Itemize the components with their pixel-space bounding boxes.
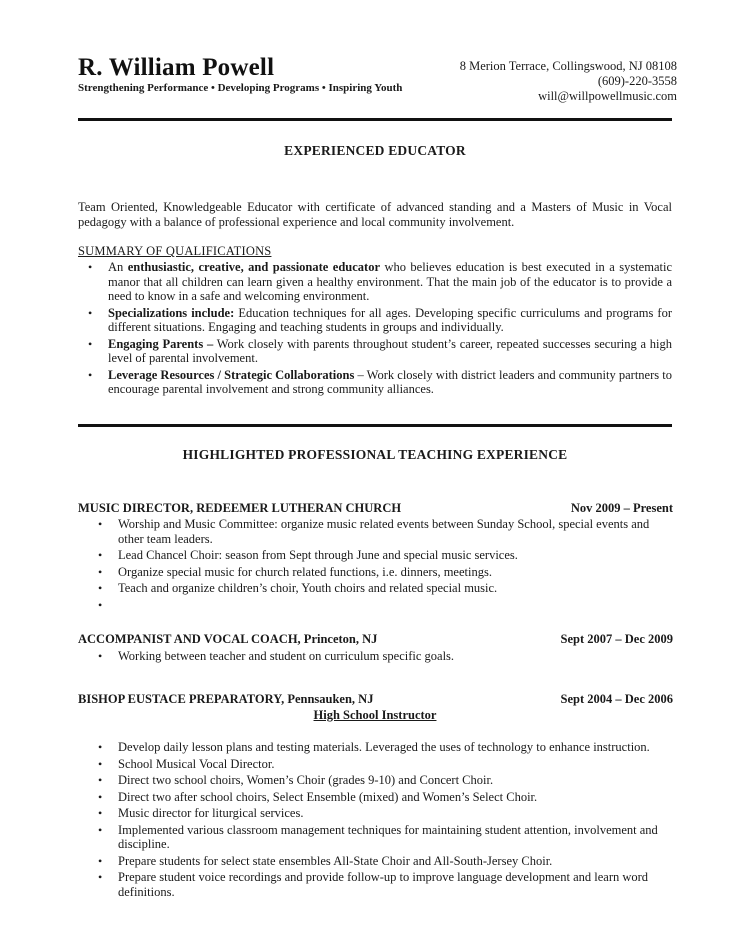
qual-bold: Specializations include: — [108, 305, 235, 320]
qual-bold: Leverage Resources / Strategic Collaborations — [108, 367, 355, 382]
job-dates-bishop-eustace: Sept 2004 – Dec 2006 — [560, 692, 673, 706]
bullet-text: Worship and Music Committee: organize music related events between Sunday School, special events and other team leaders. — [118, 517, 650, 546]
section-divider — [78, 424, 672, 427]
section-heading-experienced-educator: EXPERIENCED EDUCATOR — [284, 143, 466, 158]
bullet-icon: • — [88, 336, 93, 351]
resume-tagline: Strengthening Performance • Developing Programs • Inspiring Youth — [78, 82, 403, 94]
list-item — [78, 260, 672, 304]
list-item — [78, 368, 672, 397]
contact-email[interactable]: will@willpowellmusic.com — [538, 89, 677, 103]
qual-text: – Work closely with district leaders and community partners to encourage parental involvement and strong community alliances. — [108, 367, 672, 396]
summary-title: SUMMARY OF QUALIFICATIONS — [78, 244, 272, 258]
job-bullets-bishop-eustace — [88, 740, 672, 901]
list-item — [88, 548, 672, 563]
qual-bold: Engaging Parents – — [108, 336, 214, 351]
list-item — [88, 649, 672, 664]
profile-paragraph: Team Oriented, Knowledgeable Educator with certificate of advanced standing and a Masters of Music in Vocal pedagogy with a balance of professional experience and local community involvement. — [78, 200, 672, 229]
bullet-icon: • — [98, 870, 103, 884]
qual-text: Education techniques for all ages. Developing specific curriculums and programs for different situations. Engaging and teaching students in groups and individually. — [108, 305, 673, 334]
contact-phone: (609)-220-3558 — [597, 74, 677, 88]
qual-prefix: An — [108, 260, 128, 274]
qual-text: who believes education is best executed in a systematic manor that all children can learn given a healthy environment. That the main job of the educator is to provide a need to know in a safe and welcoming environment. — [108, 260, 672, 303]
bullet-text: Lead Chancel Choir: season from Sept through June and special music services. — [118, 548, 518, 562]
bullet-icon: • — [98, 581, 103, 595]
bullet-icon: • — [98, 740, 103, 754]
bullet-icon: • — [98, 649, 103, 663]
job-title-music-director: MUSIC DIRECTOR, REDEEMER LUTHERAN CHURCH — [78, 501, 402, 515]
job-dates-music-director: Nov 2009 – Present — [570, 501, 673, 515]
list-item — [78, 337, 672, 366]
bullet-icon: • — [88, 367, 93, 382]
list-item — [88, 773, 672, 788]
bullet-icon: • — [88, 260, 93, 274]
bullet-icon: • — [98, 853, 103, 868]
bullet-icon: • — [98, 773, 103, 787]
list-item — [88, 870, 672, 899]
bullet-icon: • — [98, 597, 103, 612]
list-item — [88, 823, 672, 852]
job-title-bishop-eustace: BISHOP EUSTACE PREPARATORY, Pennsauken, NJ — [78, 692, 374, 706]
bullet-icon: • — [98, 806, 103, 820]
list-item — [88, 565, 672, 580]
qualifications-list — [78, 260, 672, 399]
bullet-icon: • — [98, 548, 103, 562]
bullet-icon: • — [98, 756, 103, 771]
bullet-text: Working between teacher and student on curriculum specific goals. — [118, 649, 455, 663]
contact-block — [460, 59, 677, 104]
list-item — [78, 306, 672, 335]
qual-text: Work closely with parents throughout student’s career, repeated successes securing a high level of parental involvement. — [108, 336, 672, 365]
list-item — [88, 598, 672, 612]
bullet-text: Direct two after school choirs, Select Ensemble (mixed) and Women’s Select Choir. — [118, 789, 538, 804]
bullet-text: Teach and organize children’s choir, Youth choirs and related special music. — [118, 581, 498, 595]
job-dates-accompanist: Sept 2007 – Dec 2009 — [560, 632, 673, 646]
contact-address: 8 Merion Terrace, Collingswood, NJ 08108 — [459, 59, 677, 73]
list-item — [88, 757, 672, 772]
job-subtitle-instructor: High School Instructor — [313, 708, 437, 722]
job-title-accompanist: ACCOMPANIST AND VOCAL COACH, Princeton, NJ — [78, 632, 378, 646]
list-item — [88, 806, 672, 821]
bullet-icon: • — [88, 305, 93, 320]
bullet-text: Develop daily lesson plans and testing materials. Leveraged the uses of technology to enhance instruction. — [118, 740, 650, 754]
bullet-icon: • — [98, 517, 103, 531]
bullet-text: Prepare students for select state ensembles All-State Choir and All-South-Jersey Choir. — [118, 853, 553, 868]
list-item — [88, 581, 672, 596]
bullet-text: Prepare student voice recordings and provide follow-up to improve language development and learn word definitions. — [118, 870, 649, 899]
list-item — [88, 790, 672, 805]
bullet-icon: • — [98, 822, 103, 837]
header-divider — [78, 118, 672, 121]
bullet-icon: • — [98, 564, 103, 579]
list-item — [88, 517, 672, 546]
section-heading-experience: HIGHLIGHTED PROFESSIONAL TEACHING EXPERIENCE — [182, 447, 568, 462]
bullet-text: Organize special music for church related functions, i.e. dinners, meetings. — [118, 564, 492, 579]
list-item — [88, 740, 672, 755]
job-bullets-accompanist — [88, 649, 672, 666]
bullet-text: Music director for liturgical services. — [118, 806, 304, 820]
qual-bold: enthusiastic, creative, and passionate educator — [127, 260, 380, 274]
bullet-text: Direct two school choirs, Women’s Choir (grades 9-10) and Concert Choir. — [118, 773, 494, 787]
list-item — [88, 854, 672, 869]
bullet-text: School Musical Vocal Director. — [118, 756, 275, 771]
job-bullets-music-director — [88, 517, 672, 614]
bullet-text: Implemented various classroom management techniques for maintaining student attention, involvement and discipline. — [118, 822, 658, 851]
resume-name: R. William Powell — [78, 54, 275, 81]
bullet-icon: • — [98, 789, 103, 804]
